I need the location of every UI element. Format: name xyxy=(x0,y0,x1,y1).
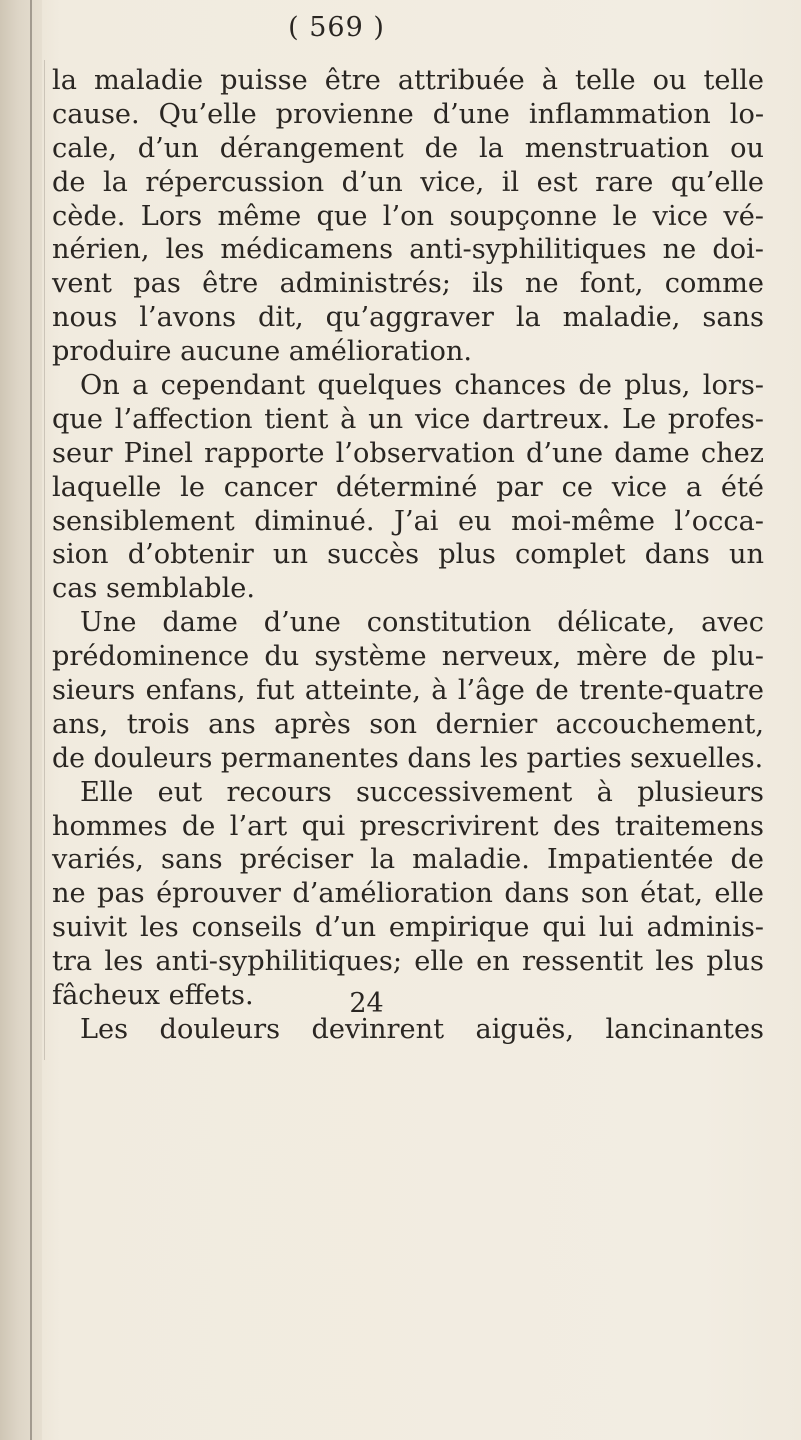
text-line: tra les anti-syphilitiques; elle en ressentit les plus xyxy=(52,946,764,978)
text-line: nous l’avons dit, qu’aggraver la maladie, sans xyxy=(52,302,764,334)
text-line: vent pas être administrés; ils ne font, comme xyxy=(52,268,764,300)
page-gutter xyxy=(0,0,42,1440)
body-text xyxy=(52,64,764,1047)
text-line: laquelle le cancer déterminé par ce vice a été xyxy=(52,471,764,503)
page-number-header xyxy=(0,12,801,43)
text-line: hommes de l’art qui prescrivirent des traitemens xyxy=(52,810,764,842)
text-line: cas semblable. xyxy=(52,573,255,605)
text-line: ne pas éprouver d’amélioration dans son état, elle xyxy=(52,878,764,910)
text-line: fâcheux effets. xyxy=(52,980,254,1012)
page-number: ( 569 ) xyxy=(288,12,385,43)
text-line: cale, d’un dérangement de la menstruation ou xyxy=(52,132,764,164)
text-line: produire aucune amélioration. xyxy=(52,336,472,368)
binding-edge-line xyxy=(30,0,32,1440)
text-line: cède. Lors même que l’on soupçonne le vice vé- xyxy=(52,200,764,232)
text-line: seur Pinel rapporte l’observation d’une dame chez xyxy=(52,437,764,469)
text-line: Une dame d’une constitution délicate, avec xyxy=(80,607,764,639)
text-line: variés, sans préciser la maladie. Impatientée de xyxy=(52,844,764,876)
text-line: suivit les conseils d’un empirique qui lui adminis- xyxy=(52,912,764,944)
text-line: ans, trois ans après son dernier accouchement, xyxy=(52,708,764,740)
text-line: sion d’obtenir un succès plus complet dans un xyxy=(52,539,764,571)
text-line: nérien, les médicamens anti-syphilitiques ne doi- xyxy=(52,234,764,266)
text-line: sieurs enfans, fut atteinte, à l’âge de trente-quatre xyxy=(52,675,764,707)
text-line: prédominence du système nerveux, mère de plu- xyxy=(52,641,764,673)
margin-rule xyxy=(44,60,45,1060)
text-line: de la répercussion d’un vice, il est rare qu’elle xyxy=(52,166,764,198)
text-line: sensiblement diminué. J’ai eu moi-même l’occa- xyxy=(52,505,764,537)
signature-mark-row xyxy=(0,988,801,1019)
text-line: cause. Qu’elle provienne d’une inflammation lo- xyxy=(52,98,764,130)
text-line: de douleurs permanentes dans les parties sexuelles. xyxy=(52,742,764,774)
text-line: On a cependant quelques chances de plus, lors- xyxy=(80,370,764,402)
signature-mark: 24 xyxy=(349,988,384,1019)
text-line: Elle eut recours successivement à plusieurs xyxy=(80,776,764,808)
text-line: que l’affection tient à un vice dartreux. Le profes- xyxy=(52,403,764,435)
text-line: Les douleurs devinrent aiguës, lancinantes xyxy=(80,1013,764,1045)
text-line: la maladie puisse être attribuée à telle ou telle xyxy=(52,65,764,96)
